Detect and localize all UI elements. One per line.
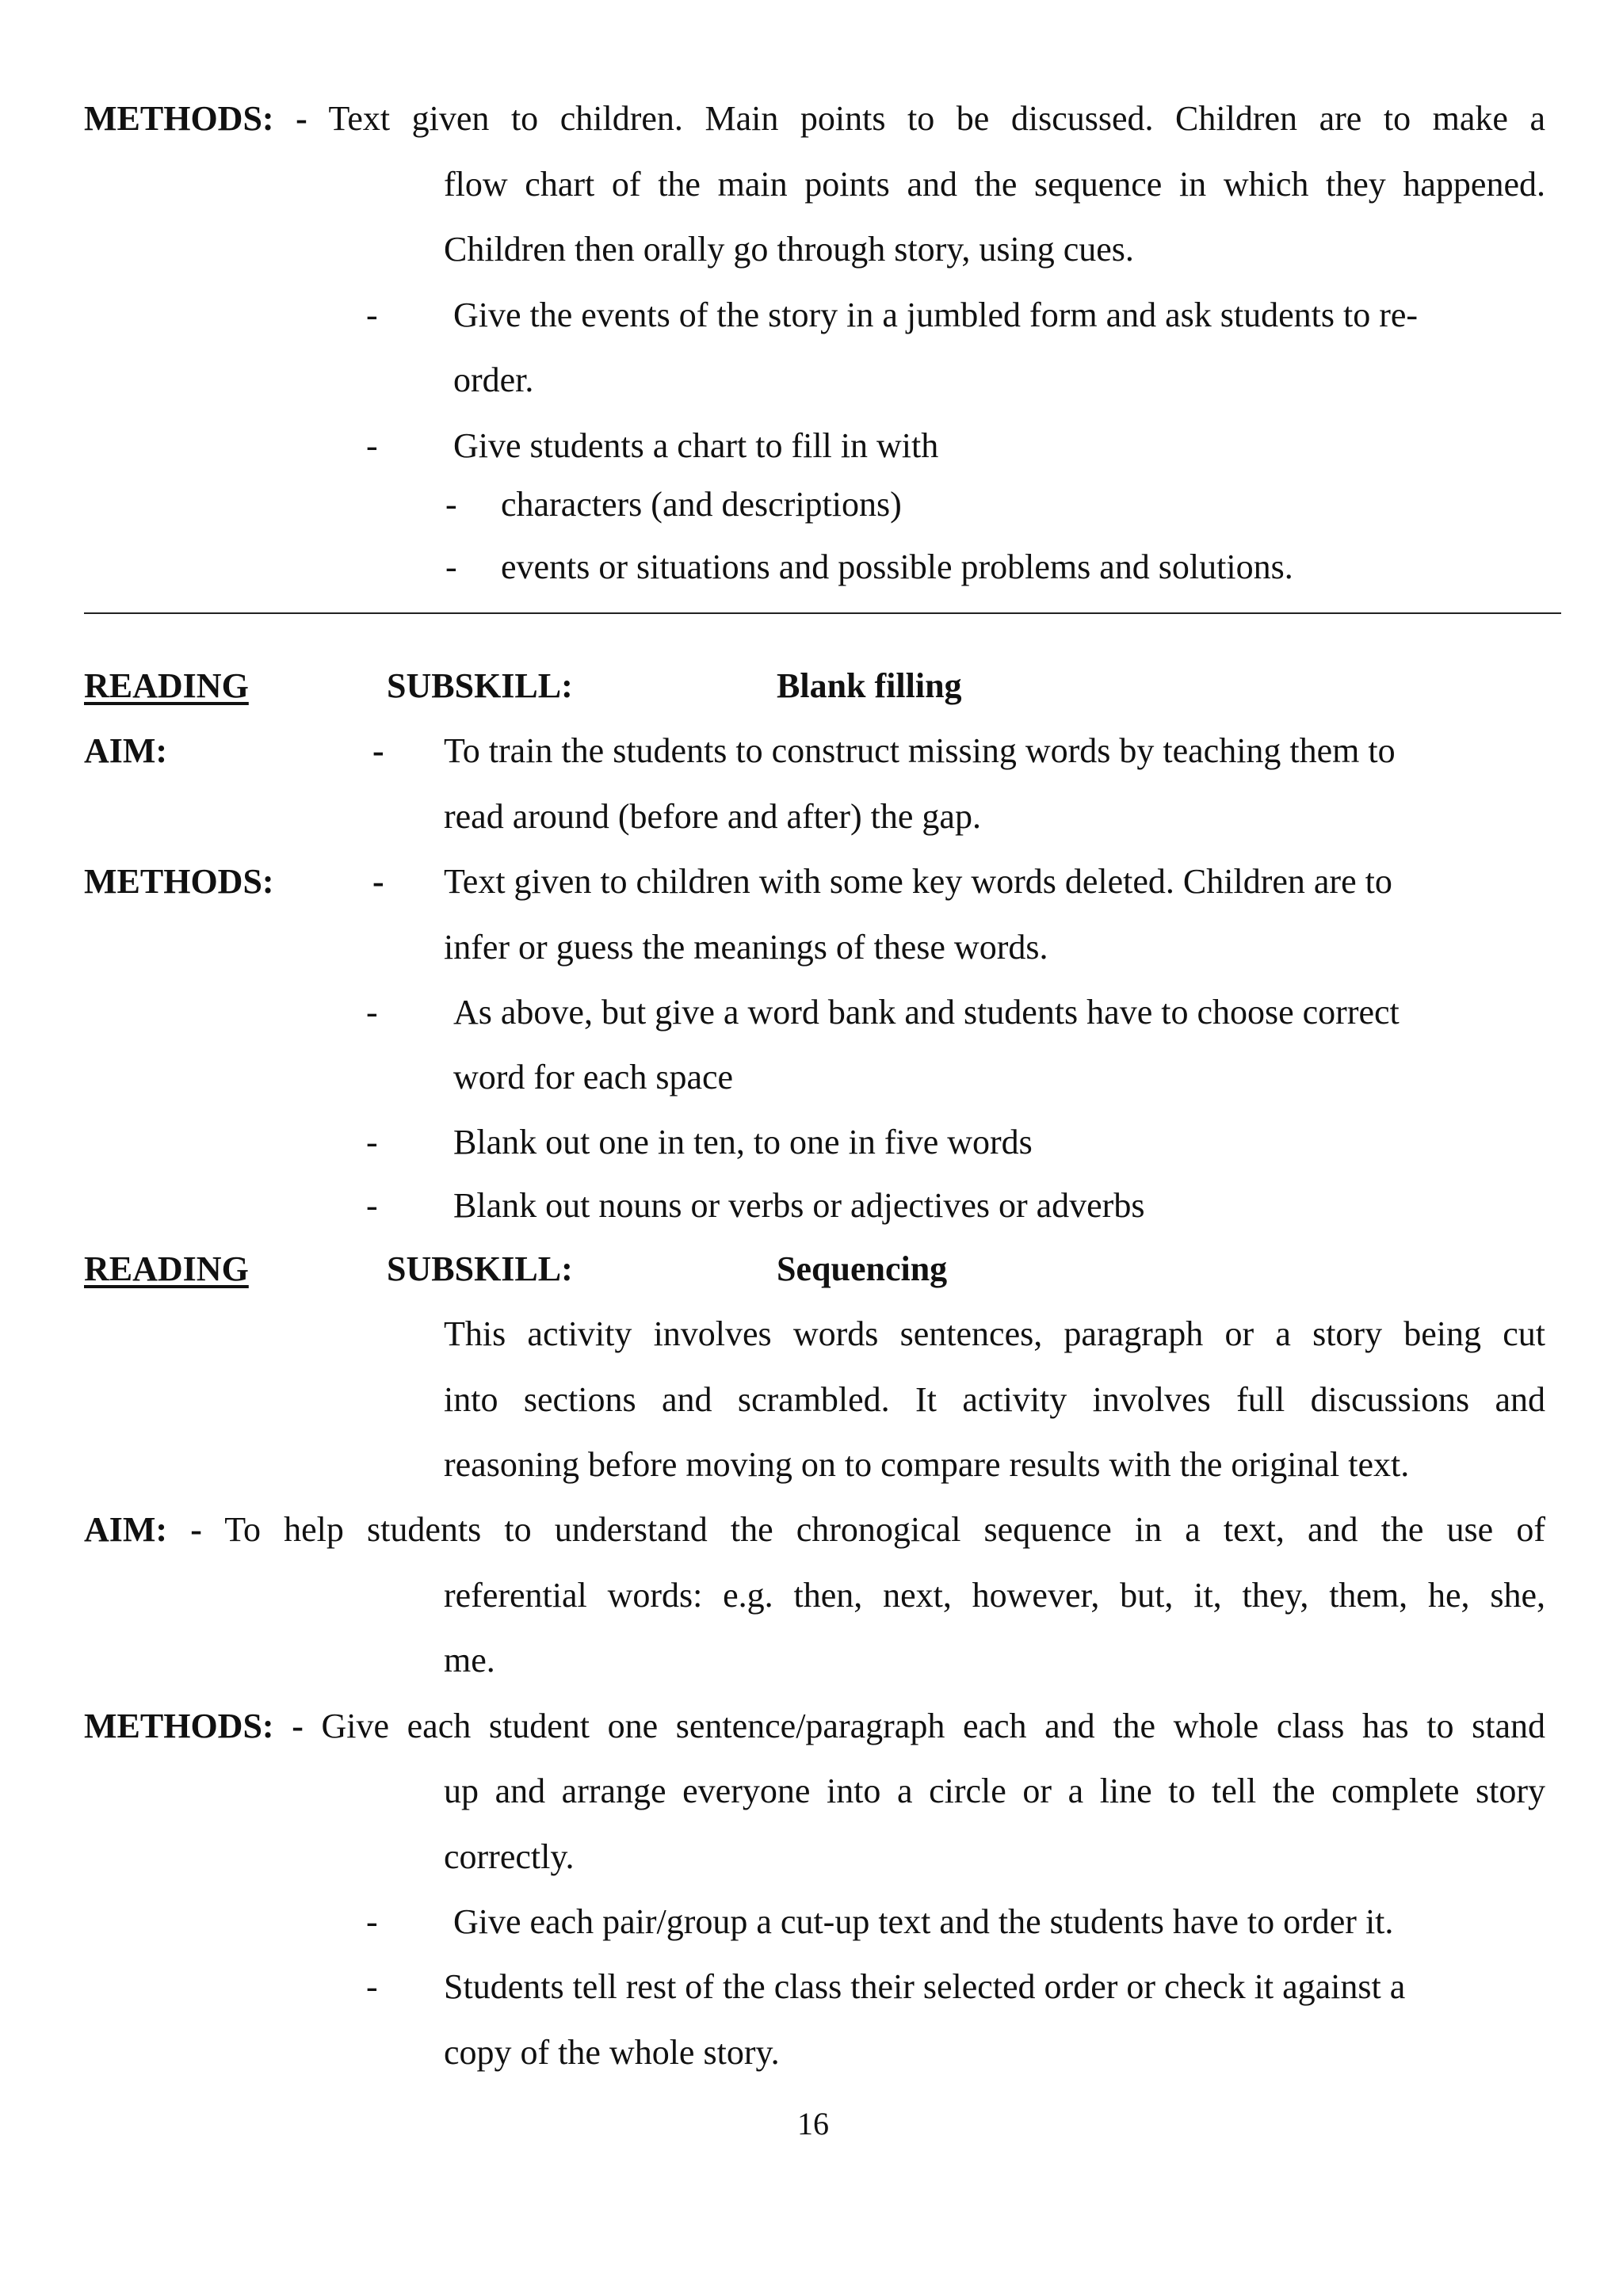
aim-text: To train the students to construct missing words by teaching them to [444,731,1396,770]
bullet-dash: - [366,1186,378,1225]
bullet-text: Students tell rest of the class their selected order or check it against a [444,1967,1406,2006]
intro-line: This activity involves words sentences, paragraph or a story being cut [444,1314,1545,1353]
methods-text: infer or guess the meanings of these words. [444,928,1048,967]
methods-line: Children then orally go through story, using cues. [444,230,1134,269]
sub-bullet-dash: - [445,547,457,586]
intro-line: reasoning before moving on to compare results with the original text. [444,1445,1410,1484]
page-number: 16 [797,2106,829,2142]
subskill-title: Blank filling [777,666,962,705]
bullet-text: copy of the whole story. [444,2033,780,2072]
methods-label: METHODS: [84,862,274,901]
methods-text: Give each student one sentence/paragraph each and the whole class has to stand [321,1707,1545,1745]
bullet-dash: - [366,296,378,334]
aim-paragraph [84,1506,1545,1554]
sub-bullet-text: events or situations and possible problems and solutions. [501,547,1293,586]
methods-paragraph-2 [84,1703,1545,1750]
section-divider [84,612,1561,614]
intro-line: into sections and scrambled. It activity involves full discussions and [444,1380,1545,1419]
methods-line: flow chart of the main points and the sequence in which they happened. [444,165,1545,204]
aim-line: me. [444,1641,495,1680]
reading-heading: READING [84,1249,249,1288]
methods-line: correctly. [444,1837,575,1876]
bullet-text: Give each pair/group a cut-up text and the students have to order it. [453,1902,1394,1941]
bullet-text: As above, but give a word bank and students have to choose correct [453,993,1400,1032]
methods-label: METHODS: - [84,99,307,138]
reading-heading: READING [84,666,249,705]
subskill-label: SUBSKILL: [387,666,573,705]
bullet-text: Blank out nouns or verbs or adjectives or adverbs [453,1186,1145,1225]
bullet-text: Give students a chart to fill in with [453,426,939,465]
sub-bullet-dash: - [445,485,457,524]
bullet-text: order. [453,360,534,399]
bullet-dash: - [366,426,378,465]
aim-dash: - [372,731,384,770]
bullet-dash: - [366,1902,378,1941]
methods-label: METHODS: - [84,1707,304,1745]
bullet-text: word for each space [453,1058,734,1097]
bullet-dash: - [366,993,378,1032]
methods-text: Text given to children with some key words deleted. Children are to [444,862,1392,901]
methods-line: up and arrange everyone into a circle or a line to tell the complete story [444,1772,1545,1810]
bullet-text: Blank out one in ten, to one in five words [453,1123,1033,1161]
aim-label: AIM: [84,731,168,770]
aim-text: To help students to understand the chronogical sequence in a text, and the use of [224,1510,1545,1549]
bullet-dash: - [366,1967,378,2006]
methods-text: Text given to children. Main points to be discussed. Children are to make a [328,99,1545,138]
bullet-dash: - [366,1123,378,1161]
aim-line: referential words: e.g. then, next, however, but, it, they, them, he, she, [444,1576,1545,1615]
subskill-label: SUBSKILL: [387,1249,573,1288]
sub-bullet-text: characters (and descriptions) [501,485,902,524]
methods-dash: - [372,862,384,901]
methods-paragraph-1 [84,95,1545,143]
aim-text: read around (before and after) the gap. [444,797,981,836]
subskill-title: Sequencing [777,1249,948,1288]
aim-label: AIM: - [84,1510,202,1549]
bullet-text: Give the events of the story in a jumbled form and ask students to re- [453,296,1419,334]
